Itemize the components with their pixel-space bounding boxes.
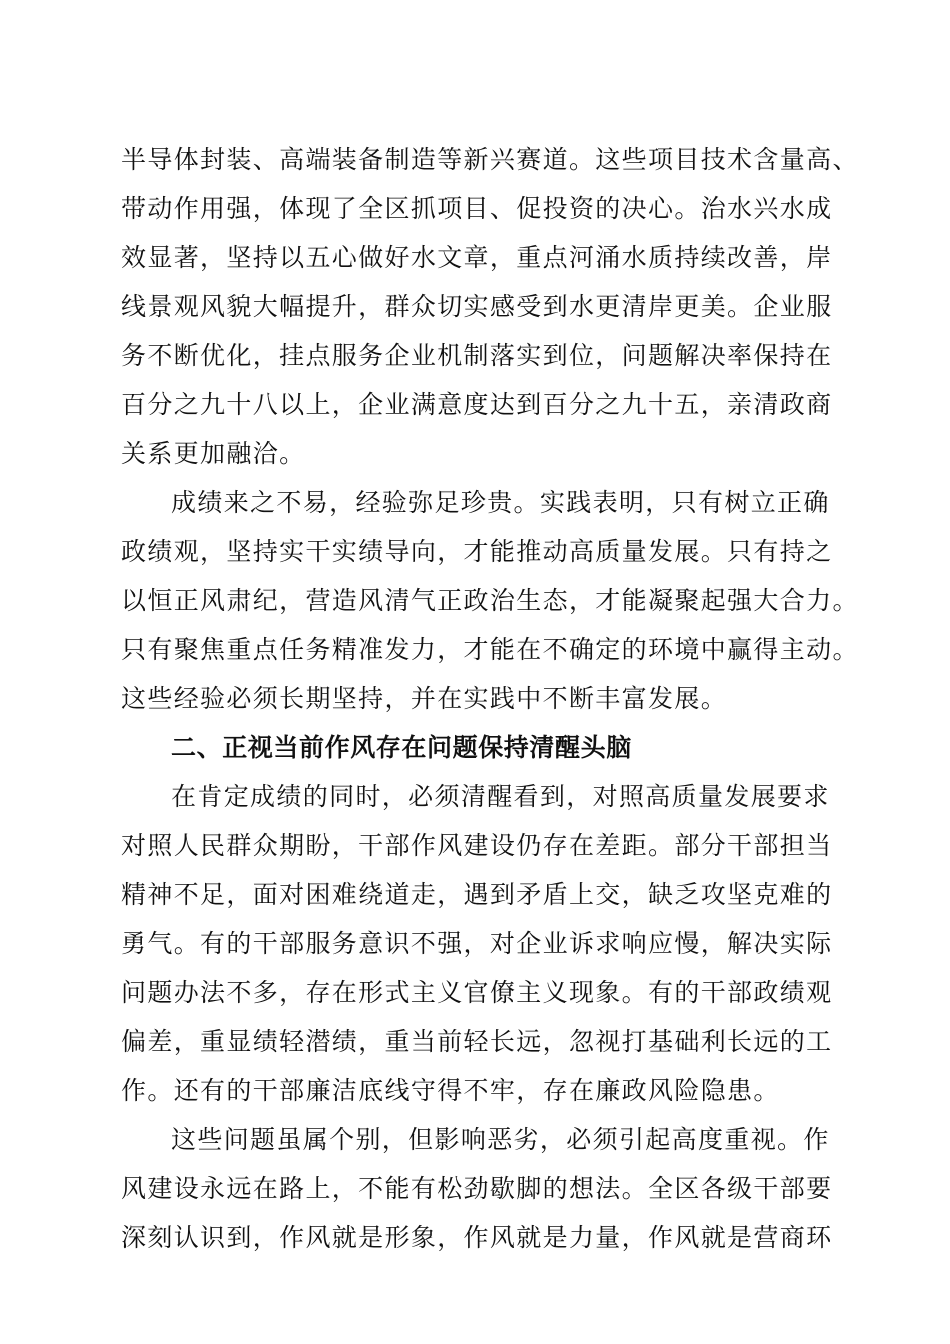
paragraph-4-line: 风建设永远在路上，不能有松劲歇脚的想法。全区各级干部要 bbox=[121, 1174, 833, 1203]
paragraph-2-line: 这些经验必须长期坚持，并在实践中不断丰富发展。 bbox=[121, 684, 728, 713]
paragraph-1-line: 半导体封装、高端装备制造等新兴赛道。这些项目技术含量高、 bbox=[121, 145, 859, 174]
paragraph-3-line: 对照人民群众期盼，干部作风建设仍存在差距。部分干部担当 bbox=[121, 831, 833, 860]
paragraph-2-line: 只有聚焦重点任务精准发力，才能在不确定的环境中赢得主动。 bbox=[121, 635, 859, 664]
paragraph-2-line: 以恒正风肃纪，营造风清气正政治生态，才能凝聚起强大合力。 bbox=[121, 586, 859, 615]
paragraph-3-line: 勇气。有的干部服务意识不强，对企业诉求响应慢，解决实际 bbox=[121, 929, 833, 958]
paragraph-1-line: 关系更加融洽。 bbox=[121, 439, 306, 468]
paragraph-1-line: 百分之九十八以上，企业满意度达到百分之九十五，亲清政商 bbox=[121, 390, 833, 419]
paragraph-2-line: 政绩观，坚持实干实绩导向，才能推动高质量发展。只有持之 bbox=[121, 537, 833, 566]
paragraph-2-line: 成绩来之不易，经验弥足珍贵。实践表明，只有树立正确 bbox=[171, 488, 830, 517]
paragraph-4-line: 这些问题虽属个别，但影响恶劣，必须引起高度重视。作 bbox=[171, 1125, 830, 1154]
paragraph-1-line: 带动作用强，体现了全区抓项目、促投资的决心。治水兴水成 bbox=[121, 194, 833, 223]
paragraph-1-line: 务不断优化，挂点服务企业机制落实到位，问题解决率保持在 bbox=[121, 341, 833, 370]
paragraph-3-line: 作。还有的干部廉洁底线守得不牢，存在廉政风险隐患。 bbox=[121, 1076, 780, 1105]
paragraph-3-line: 问题办法不多，存在形式主义官僚主义现象。有的干部政绩观 bbox=[121, 978, 833, 1007]
paragraph-1-line: 效显著，坚持以五心做好水文章，重点河涌水质持续改善，岸 bbox=[121, 243, 833, 272]
paragraph-3-line: 在肯定成绩的同时，必须清醒看到，对照高质量发展要求 bbox=[171, 782, 830, 811]
paragraph-3-line: 精神不足，面对困难绕道走，遇到矛盾上交，缺乏攻坚克难的 bbox=[121, 880, 833, 909]
section-heading: 二、正视当前作风存在问题保持清醒头脑 bbox=[171, 733, 632, 762]
paragraph-4-line: 深刻认识到，作风就是形象，作风就是力量，作风就是营商环 bbox=[121, 1223, 833, 1252]
paragraph-1-line: 线景观风貌大幅提升，群众切实感受到水更清岸更美。企业服 bbox=[121, 292, 833, 321]
paragraph-3-line: 偏差，重显绩轻潜绩，重当前轻长远，忽视打基础利长远的工 bbox=[121, 1027, 833, 1056]
